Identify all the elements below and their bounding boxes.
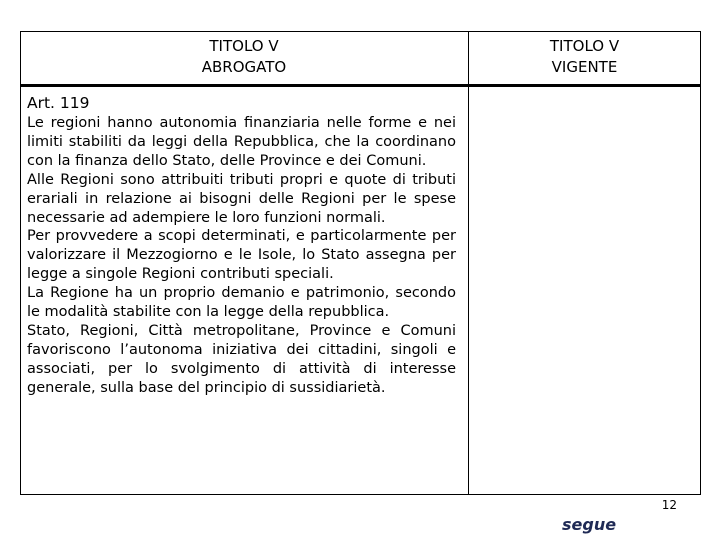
paragraph-2: Alle Regioni sono attribuiti tributi propri e quote di tributi erariali in relazione ai bisogni delle Regioni per le spese necessarie ad adempiere le loro funzioni normali.	[27, 171, 456, 226]
table-header-row	[21, 32, 701, 86]
header-current	[469, 32, 701, 86]
header-current-line2: VIGENTE	[551, 58, 618, 76]
paragraph-4: La Regione ha un proprio demanio e patrimonio, secondo le modalità stabilite con la legge della repubblica.	[27, 285, 456, 321]
header-abrogated-line1: TITOLO V	[209, 37, 279, 55]
table-body-row	[21, 86, 701, 495]
paragraph-1: Le regioni hanno autonomia finanziaria nelle forme e nei limiti stabiliti da leggi della Repubblica, che la coordinano con la finanza dello Stato, delle Province e dei Comuni.	[27, 115, 456, 169]
article-title: Art. 119	[27, 94, 90, 112]
header-abrogated	[21, 32, 469, 86]
comparison-table	[20, 31, 701, 495]
header-abrogated-line2: ABROGATO	[201, 58, 287, 76]
header-abrogated-inner	[21, 36, 467, 78]
current-text-cell	[469, 86, 701, 495]
paragraph-5: Stato, Regioni, Città metropolitane, Province e Comuni favoriscono l’autonoma iniziativa dei cittadini, singoli e associati, per lo svolgimento di attività di interesse generale, sulla base del principio di sussidiarietà.	[27, 322, 456, 396]
segue-link[interactable]: segue	[562, 515, 617, 534]
paragraph-3: Per provvedere a scopi determinati, e particolarmente per valorizzare il Mezzogiorno e le Isole, lo Stato assegna per legge a singole Regioni contributi speciali.	[27, 228, 456, 283]
header-current-line1: TITOLO V	[549, 37, 620, 55]
page-number: 12	[661, 498, 677, 512]
abrogated-text-cell	[21, 86, 469, 495]
